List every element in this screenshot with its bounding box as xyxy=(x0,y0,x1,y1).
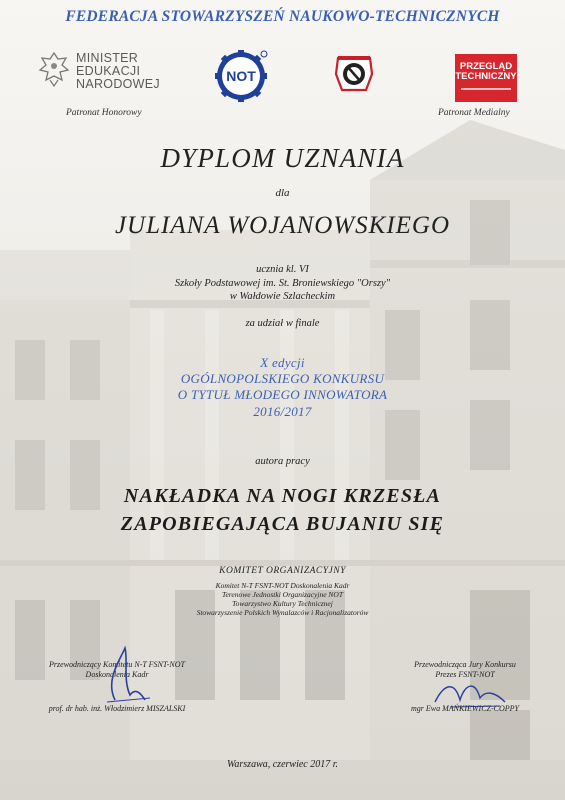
signer-left-name: prof. dr hab. inż. Włodzimierz MISZALSKI xyxy=(48,704,186,713)
minister-line-2: EDUKACJI xyxy=(76,64,141,78)
pupil-class: ucznia kl. VI xyxy=(256,264,309,275)
recipient-name: JULIANA WOJANOWSKIEGO xyxy=(114,212,451,239)
committee-member: Towarzystwo Kultury Technicznej xyxy=(232,599,333,608)
participation-label: za udział w finale xyxy=(245,318,320,329)
contest-name-1: OGÓLNOPOLSKIEGO KONKURSU xyxy=(180,371,385,386)
place-date: Warszawa, czerwiec 2017 r. xyxy=(226,759,339,770)
committee-title: KOMITET ORGANIZACYJNY xyxy=(219,566,346,576)
signature-left-role-1: Przewodniczący Komitetu N-T FSNT-NOT xyxy=(49,660,185,669)
not-logo xyxy=(214,48,270,102)
school-location: w Wałdowie Szlacheckim xyxy=(229,291,336,302)
caption-patronat-honorowy: Patronat Honorowy xyxy=(66,108,142,118)
committee-member: Stowarzyszenie Polskich Wynalazców i Racjonalizatorów xyxy=(196,608,369,617)
minister-line-1: MINISTER xyxy=(76,51,139,65)
przeglad-techniczny-logo xyxy=(455,54,517,102)
pt-line-2: TECHNICZNY xyxy=(455,71,517,82)
work-title-line-1: NAKŁADKA NA NOGI KRZESŁA xyxy=(123,485,442,507)
federation-header: FEDERACJA STOWARZYSZEŃ NAUKOWO-TECHNICZNYCH xyxy=(65,8,500,25)
work-title-line-2: ZAPOBIEGAJĄCA BUJANIU SIĘ xyxy=(120,513,445,535)
signature-left-role-2: Doskonalenia Kadr xyxy=(85,669,149,679)
dla-label: dla xyxy=(275,187,290,199)
committee-member: Terenowe Jednostki Organizacyjne NOT xyxy=(221,590,344,599)
pt-line-1: PRZEGLĄD xyxy=(459,61,513,72)
contest-edition: X edycji xyxy=(260,355,305,370)
signature-left-scribble xyxy=(95,640,155,710)
contest-year: 2016/2017 xyxy=(253,404,312,419)
minister-logo xyxy=(38,50,188,90)
contest-name-2: O TYTUŁ MŁODEGO INNOWATORA xyxy=(177,387,388,402)
society-seal-logo xyxy=(332,54,376,94)
committee-member: Komitet N-T FSNT-NOT Doskonalenia Kadr xyxy=(215,581,350,590)
eagle-icon xyxy=(38,50,70,88)
caption-patronat-medialny: Patronat Medialny xyxy=(438,108,510,118)
signer-right-name: mgr Ewa MAŃKIEWICZ-COPPY xyxy=(411,704,519,713)
school-name: Szkoły Podstawowej im. St. Broniewskiego "Orszy" xyxy=(174,278,391,289)
minister-line-3: NARODOWEJ xyxy=(76,77,160,91)
signature-right-role-1: Przewodnicząca Jury Konkursu xyxy=(414,660,516,669)
signature-right-role-2: Prezes FSNT-NOT xyxy=(435,669,495,679)
author-label: autora pracy xyxy=(255,456,310,467)
diploma-title: DYPLOM UZNANIA xyxy=(160,143,405,173)
not-logo-text: NOT xyxy=(226,68,256,84)
